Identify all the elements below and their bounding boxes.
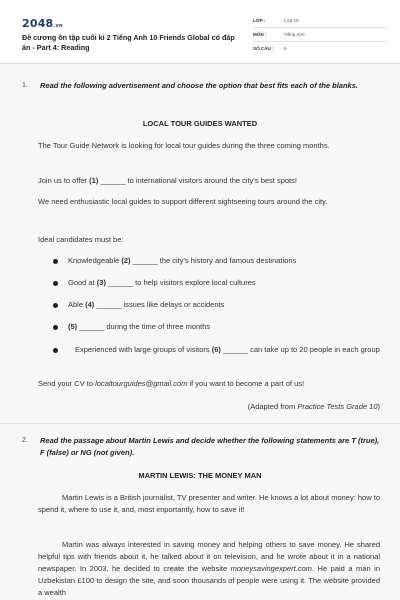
advert-heading: LOCAL TOUR GUIDES WANTED xyxy=(142,119,258,128)
advert-source: (Adapted from Practice Tests Grade 10) xyxy=(247,402,380,411)
passage-paragraph: Martin was always interested in saving money and helping others to save money. He shared helpful tips with friends about it, he talked about it on television, and he wrote about it in a national newspaper. In 2003, he decided to create the website moneysavingexpert.com. He paid a man in Uzbekistan £100 to design the site, and soon thousands of people were using it. The website provided a wealth xyxy=(38,540,380,597)
meta-divider xyxy=(253,27,388,28)
requirement-item: Able (4) ______ issues like delays or accidents xyxy=(68,300,225,309)
contact-email[interactable]: localtourguides@gmail.com xyxy=(95,379,188,388)
requirement-item: Knowledgeable (2) ______ the city's history and famous destinations xyxy=(68,256,297,265)
blank-1[interactable]: (1) xyxy=(89,176,99,185)
question-instruction: Read the passage about Martin Lewis and decide whether the following statements are T (true), F (false) or NG (not given). xyxy=(40,436,380,457)
requirement-item: Good at (3) ______ to help visitors explore local cultures xyxy=(68,278,256,287)
meta-subject-label: MÔN : xyxy=(253,32,267,37)
meta-divider xyxy=(253,41,388,42)
logo-domain: .vn xyxy=(53,23,63,29)
advert-intro: The Tour Guide Network is looking for local tour guides during the three coming months. xyxy=(38,141,330,150)
blank-6[interactable]: (6) xyxy=(211,345,221,354)
site-logo[interactable] xyxy=(22,17,63,30)
meta-count-value: 6 xyxy=(284,46,287,51)
blank-4[interactable]: (4) xyxy=(85,300,95,309)
bullet-dot xyxy=(53,303,58,308)
question-number: 2. xyxy=(22,437,28,444)
question-instruction: Read the following advertisement and choose the option that best fits each of the blanks. xyxy=(40,81,358,90)
exercise-content xyxy=(0,64,400,600)
requirement-item: Experienced with large groups of visitors (6) ______ can take up to 20 people in each group xyxy=(75,345,380,354)
bullet-dot xyxy=(53,259,58,264)
bullet-dot xyxy=(53,325,58,330)
bullet-dot xyxy=(53,281,58,286)
page-header xyxy=(0,0,400,64)
blank-3[interactable]: (3) xyxy=(96,278,106,287)
document-title: Đề cương ôn tập cuối kì 2 Tiếng Anh 10 Friends Global có đáp án - Part 4: Reading xyxy=(22,33,235,52)
advert-contact: Send your CV to localtourguides@gmail.com if you want to become a part of us! xyxy=(38,379,305,388)
blank-2[interactable]: (2) xyxy=(121,256,131,265)
meta-subject-value: Tiếng Anh xyxy=(284,32,305,37)
passage-paragraph: Martin Lewis is a British journalist, TV presenter and writer. He knows a lot about money: how to spend it, where to use it, and, most importantly, how to save it! xyxy=(38,493,380,514)
passage-heading: MARTIN LEWIS: THE MONEY MAN xyxy=(138,471,262,480)
logo-text: 2048 xyxy=(22,17,54,30)
question-number: 1. xyxy=(22,82,28,89)
meta-count-label: SỐ CÂU : xyxy=(253,46,274,51)
blank-5[interactable]: (5) xyxy=(68,322,78,331)
advert-need: We need enthusiastic local guides to support different sightseeing tours around the city. xyxy=(38,197,328,206)
website-name: moneysavingexpert.com xyxy=(230,564,312,573)
meta-class-label: LỚP : xyxy=(253,18,266,23)
requirement-item: (5) ______ during the time of three months xyxy=(68,322,211,331)
advert-join: Join us to offer (1) ______ to international visitors around the city's best spots! xyxy=(38,176,297,185)
advert-ideal: Ideal candidates must be: xyxy=(38,235,124,244)
meta-class-value: Lớp 10 xyxy=(284,18,299,23)
question-divider xyxy=(0,423,400,424)
